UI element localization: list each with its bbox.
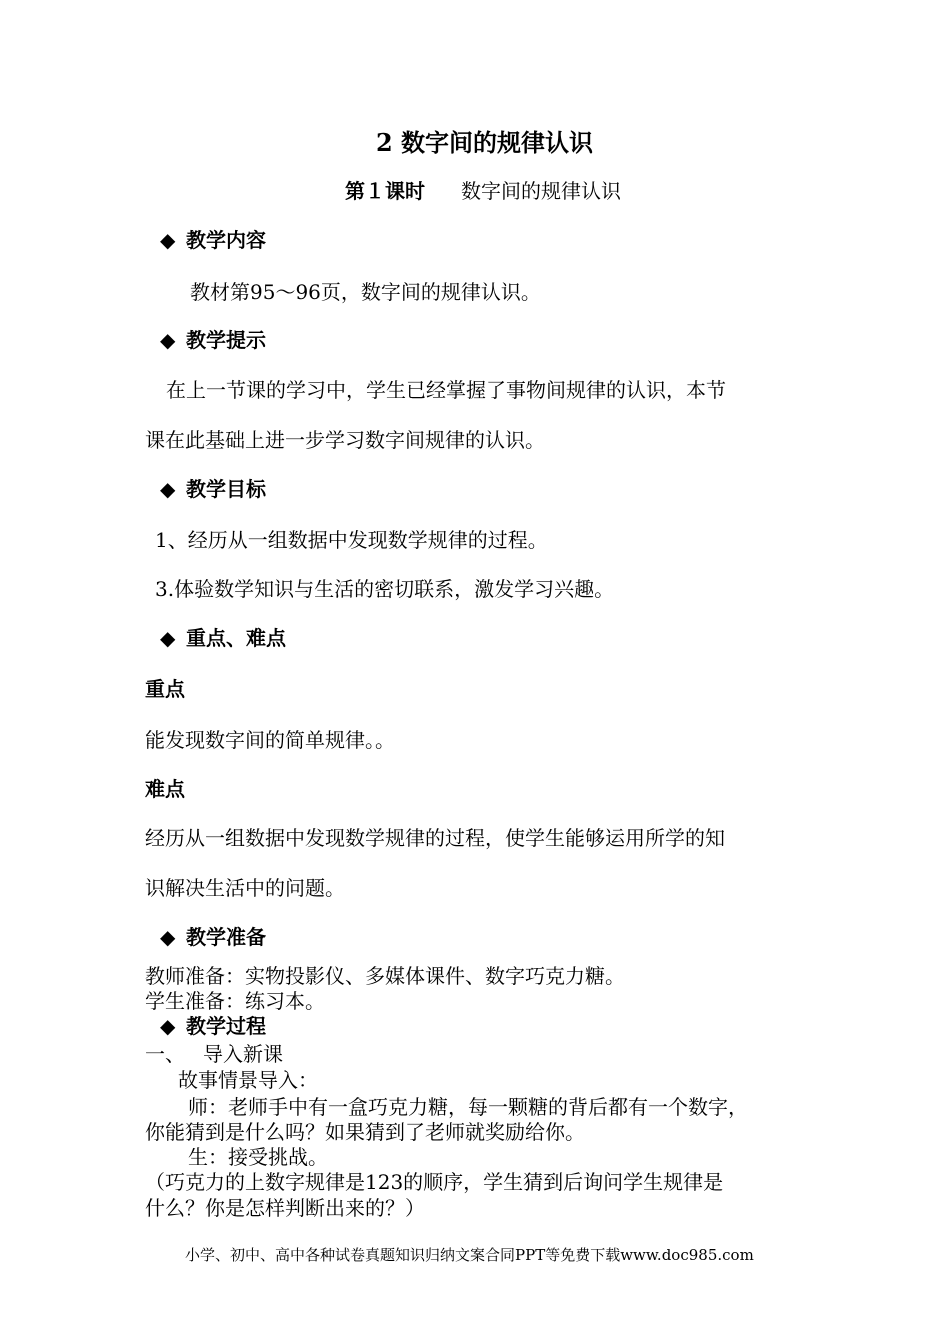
story-intro: 故事情景导入：: [178, 1068, 318, 1092]
student-response: 生：接受挑战。: [188, 1145, 328, 1169]
key-point-label: 重点: [145, 677, 185, 701]
section-heading-goals: ◆ 教学目标: [160, 477, 266, 501]
difficulty-label: 难点: [145, 777, 185, 801]
teacher-prep: 教师准备：实物投影仪、多媒体课件、数字巧克力糖。: [145, 964, 625, 988]
note-line-2: 什么？你是怎样判断出来的？）: [145, 1196, 425, 1220]
lesson-subtitle: [345, 181, 621, 201]
teacher-line-1: 师：老师手中有一盒巧克力糖，每一颗糖的背后都有一个数字，: [188, 1095, 748, 1119]
difficulty-line-1: 经历从一组数据中发现数学规律的过程，使学生能够运用所学的知: [145, 826, 725, 850]
difficulty-line-2: 识解决生活中的问题。: [145, 876, 345, 900]
goal-item-2: 3.体验数学知识与生活的密切联系，激发学习兴趣。: [155, 577, 615, 601]
step-1-number: 一、: [145, 1042, 185, 1066]
teacher-line-2: 你能猜到是什么吗？如果猜到了老师就奖励给你。: [145, 1120, 585, 1144]
diamond-bullet-icon: ◆: [160, 477, 176, 501]
content-text: 教材第95～96页，数字间的规律认识。: [190, 280, 541, 304]
hint-line-1: 在上一节课的学习中，学生已经掌握了事物间规律的认识，本节: [166, 378, 726, 402]
diamond-bullet-icon: ◆: [160, 328, 176, 352]
diamond-bullet-icon: ◆: [160, 925, 176, 949]
lesson-number: 第１课时: [345, 179, 425, 203]
diamond-bullet-icon: ◆: [160, 228, 176, 252]
note-line-1: （巧克力的上数字规律是123的顺序，学生猜到后询问学生规律是: [145, 1170, 724, 1194]
step-1-title: 导入新课: [203, 1042, 283, 1066]
page-title: 2 数字间的规律认识: [376, 128, 594, 157]
hint-line-2: 课在此基础上进一步学习数字间规律的认识。: [145, 428, 545, 452]
diamond-bullet-icon: ◆: [160, 1014, 176, 1038]
section-heading-prep: ◆ 教学准备: [160, 925, 266, 949]
footer-text: 小学、初中、高中各种试卷真题知识归纳文案合同PPT等免费下载www.doc985.com: [185, 1246, 754, 1264]
section-heading-process: ◆ 教学过程: [160, 1014, 266, 1038]
diamond-bullet-icon: ◆: [160, 626, 176, 650]
student-prep: 学生准备：练习本。: [145, 989, 325, 1013]
goal-item-1: 1、经历从一组数据中发现数学规律的过程。: [155, 528, 548, 552]
section-heading-key-points: ◆ 重点、难点: [160, 626, 286, 650]
lesson-name: 数字间的规律认识: [461, 179, 621, 203]
section-heading-content: ◆ 教学内容: [160, 228, 266, 252]
key-point-text: 能发现数字间的简单规律。。: [145, 728, 395, 752]
section-heading-hint: ◆ 教学提示: [160, 328, 266, 352]
